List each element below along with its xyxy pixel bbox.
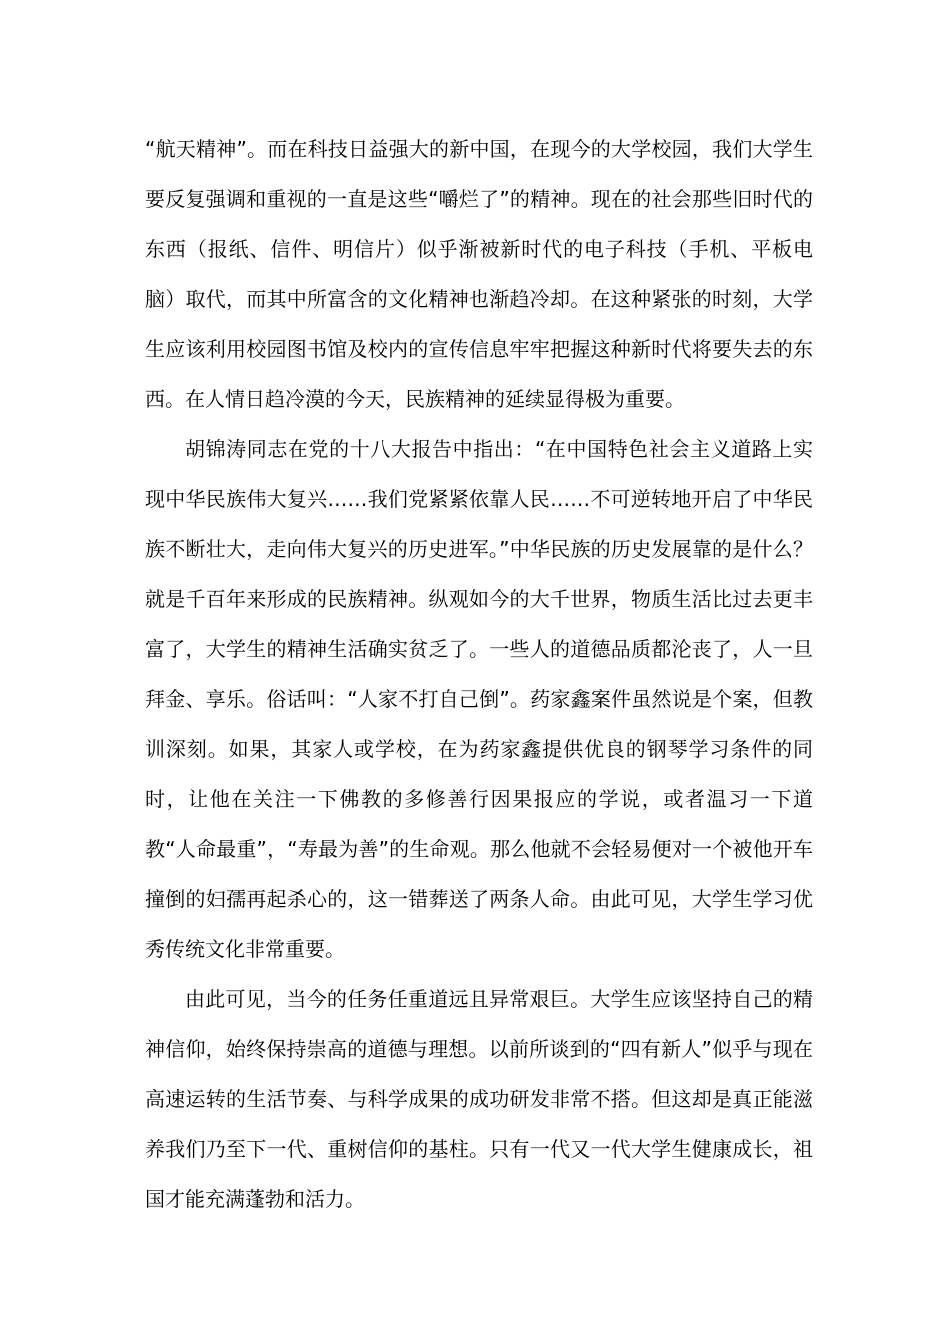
paragraph-2: 胡锦涛同志在党的十八大报告中指出：“在中国特色社会主义道路上实现中华民族伟大复兴……我们党紧紧依靠人民……不可逆转地开启了中华民族不断壮大，走向伟大复兴的历史进军。”中华民族的历史发展靠的是什么？就是千百年来形成的民族精神。纵观如今的大千世界，物质生活比过去更丰富了，大学生的精神生活确实贫乏了。一些人的道德品质都沦丧了，人一旦拜金、享乐。俗话叫：“人家不打自己倒”。药家鑫案件虽然说是个案，但教训深刻。如果，其家人或学校，在为药家鑫提供优良的钢琴学习条件的同时，让他在关注一下佛教的多修善行因果报应的学说，或者温习一下道教“人命最重”，“寿最为善”的生命观。那么他就不会轻易便对一个被他开车撞倒的妇孺再起杀心的，这一错葬送了两条人命。由此可见，大学生学习优秀传统文化非常重要。 [145,437,813,961]
paragraph-3: 由此可见，当今的任务任重道远且异常艰巨。大学生应该坚持自己的精神信仰，始终保持崇高的道德与理想。以前所谈到的“四有新人”似乎与现在高速运转的生活节奏、与科学成果的成功研发非常不搭。但这却是真正能滋养我们乃至下一代、重树信仰的基柱。只有一代又一代大学生健康成长，祖国才能充满蓬勃和活力。 [145,987,813,1211]
document-page [145,124,813,1224]
paragraph-1: “航天精神”。而在科技日益强大的新中国，在现今的大学校园，我们大学生要反复强调和重视的一直是这些“嚼烂了”的精神。现在的社会那些旧时代的东西（报纸、信件、明信片）似乎渐被新时代的电子科技（手机、平板电脑）取代，而其中所富含的文化精神也渐趋冷却。在这种紧张的时刻，大学生应该利用校园图书馆及校内的宣传信息牢牢把握这种新时代将要失去的东西。在人情日趋冷漠的今天，民族精神的延续显得极为重要。 [145,137,813,411]
